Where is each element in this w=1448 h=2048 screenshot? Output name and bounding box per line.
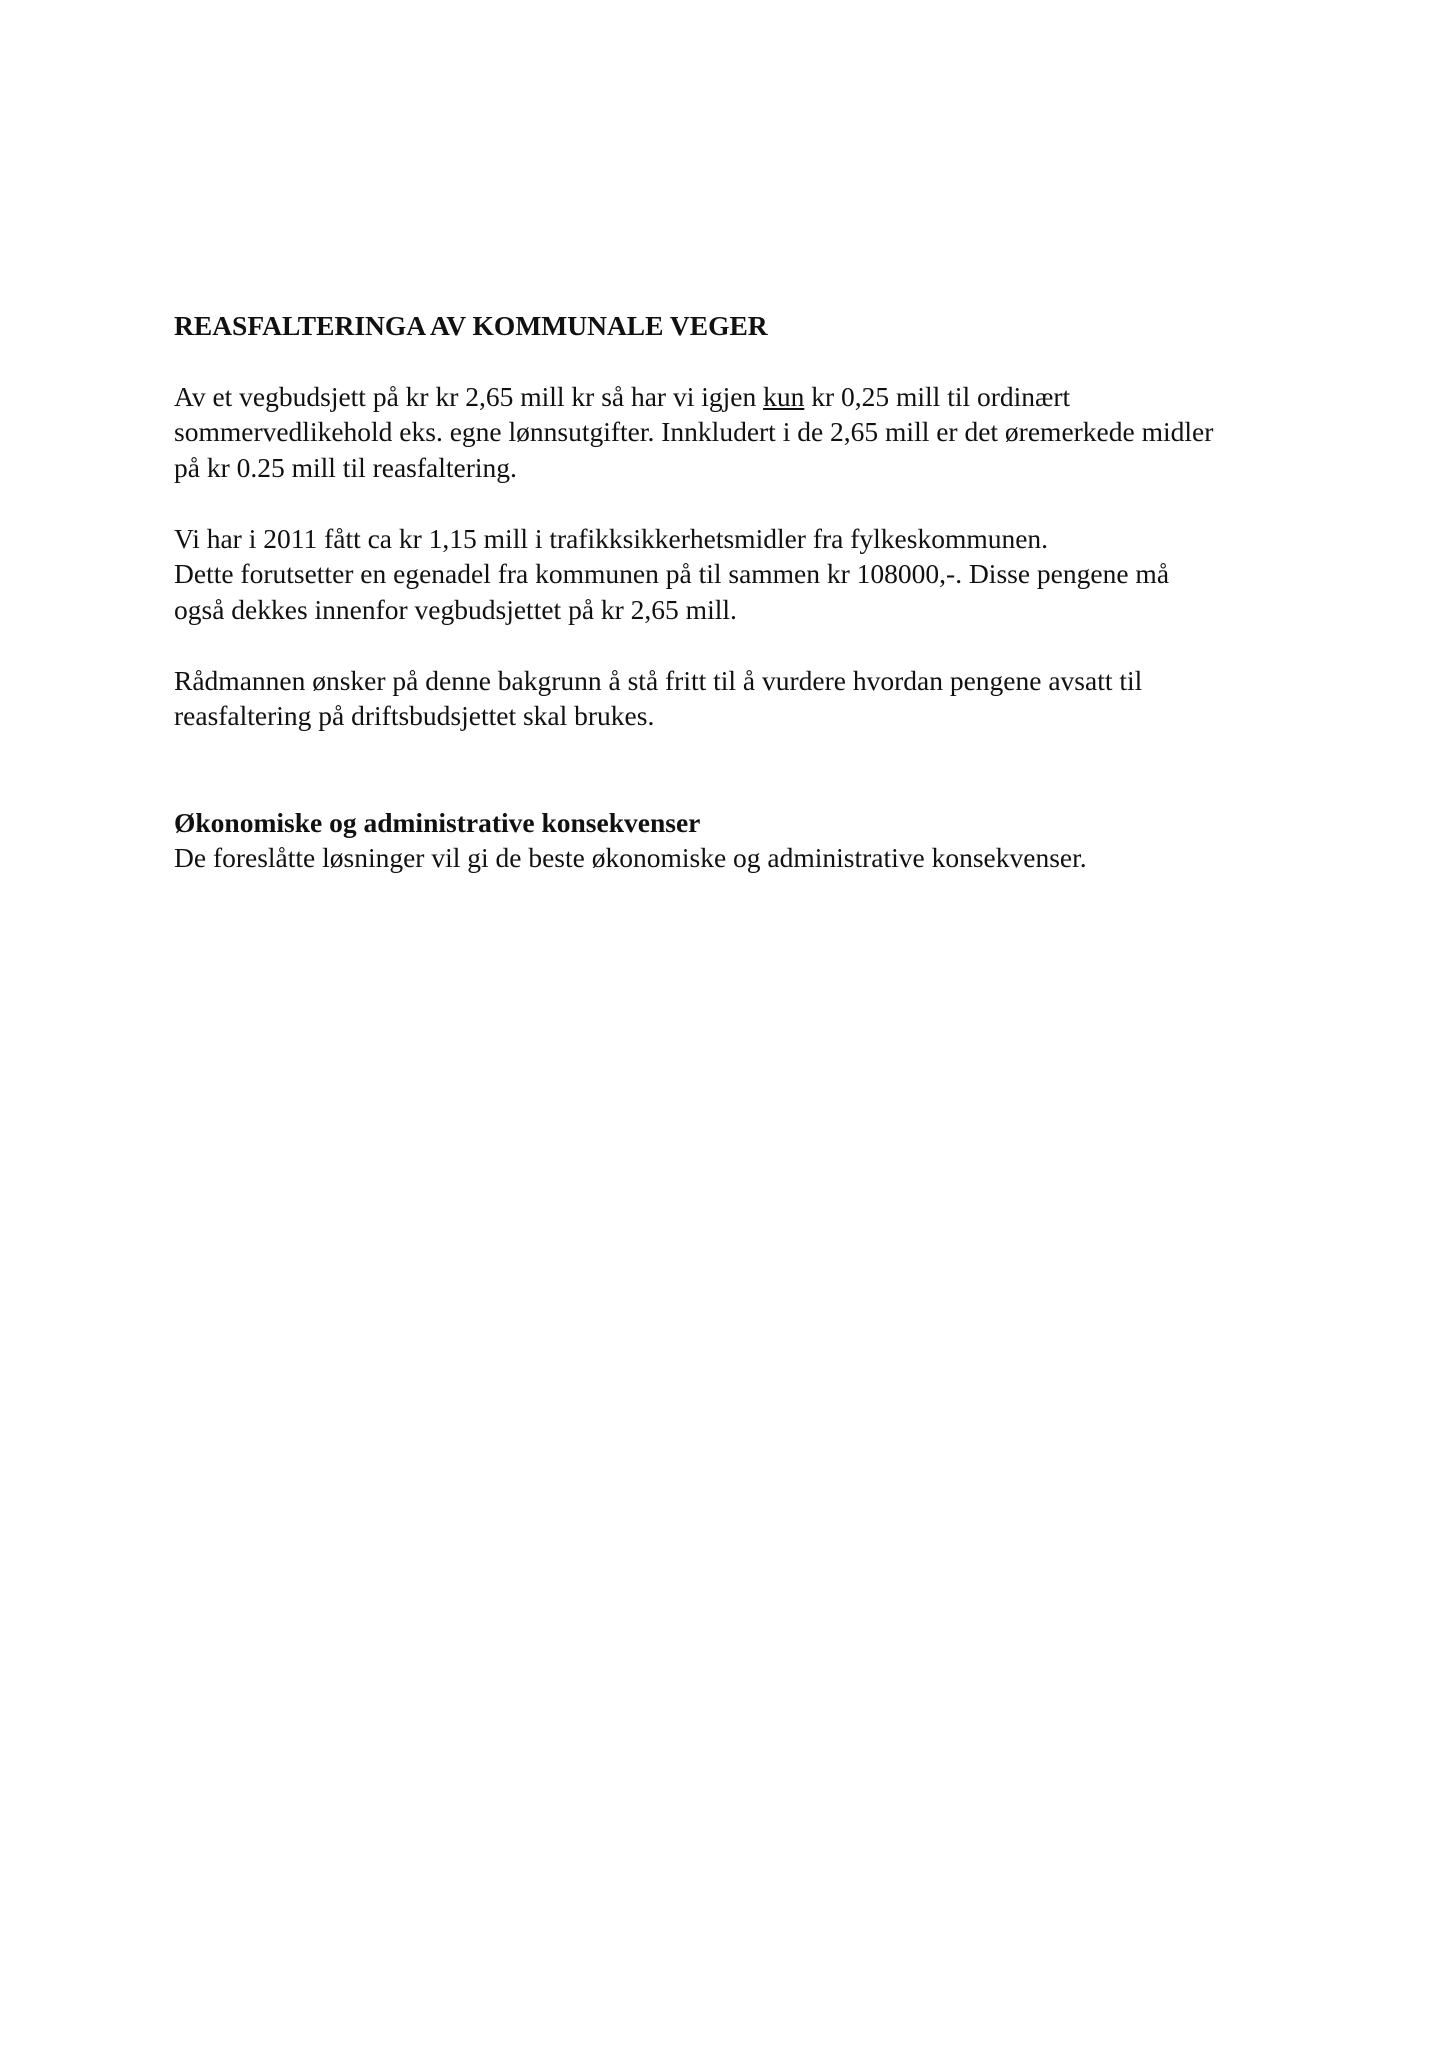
paragraph-recommendation xyxy=(174,663,1304,734)
underlined-word: kun xyxy=(763,380,805,412)
paragraph-budget xyxy=(174,379,1304,486)
document-body xyxy=(174,308,1304,876)
document-title: REASFALTERINGA AV KOMMUNALE VEGER xyxy=(174,310,768,341)
paragraph-line: Vi har i 2011 fått ca kr 1,15 mill i trafikksikkerhetsmidler fra fylkeskommunen. xyxy=(174,522,1049,554)
blank-line xyxy=(174,769,1304,805)
paragraph-line: på kr 0.25 mill til reasfaltering. xyxy=(174,451,517,483)
text-run: Av et vegbudsjett på kr kr 2,65 mill kr så har vi igjen xyxy=(174,380,764,412)
section-text: De foreslåtte løsninger vil gi de beste økonomiske og administrative konsekvenser. xyxy=(174,842,1087,873)
paragraph-line: Dette forutsetter en egenadel fra kommunen på til sammen kr 108000,-. Disse pengene må xyxy=(174,558,1170,589)
paragraph-line xyxy=(174,379,1304,415)
section-heading: Økonomiske og administrative konsekvenser xyxy=(174,806,701,838)
paragraph-line: Rådmannen ønsker på denne bakgrunn å stå fritt til å vurdere hvordan pengene avsatt til xyxy=(174,664,1143,696)
paragraph-line: reasfaltering på driftsbudsjettet skal brukes. xyxy=(174,700,655,731)
consequences-section xyxy=(174,805,1304,876)
paragraph-safety-funds xyxy=(174,521,1304,628)
paragraph-line: sommervedlikehold eks. egne lønnsutgifter. Innkludert i de 2,65 mill er det øremerkede midler xyxy=(174,416,1214,447)
paragraph-line: også dekkes innenfor vegbudsjettet på kr 2,65 mill. xyxy=(174,593,737,625)
text-run: kr 0,25 mill til ordinært xyxy=(804,380,1071,412)
